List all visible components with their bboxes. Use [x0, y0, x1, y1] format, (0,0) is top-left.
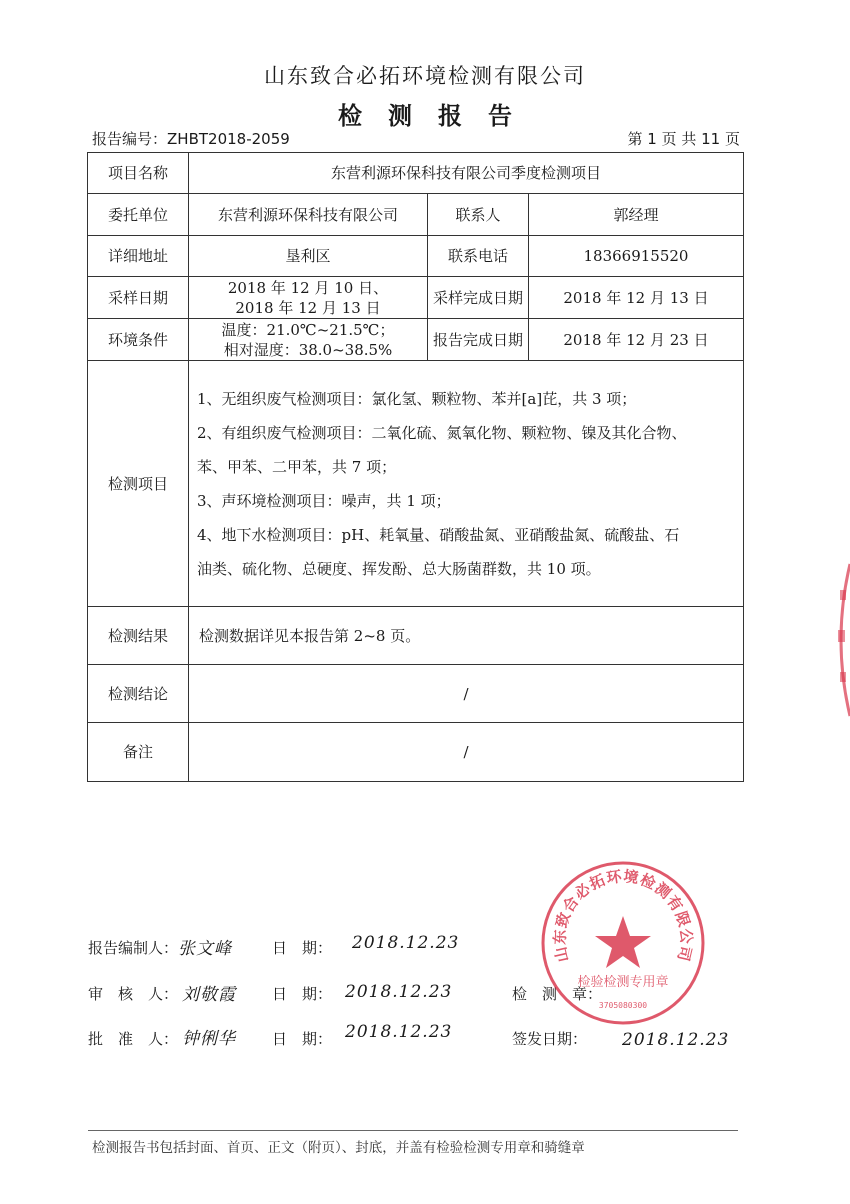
report-done-value: 2018 年 12 月 23 日 [529, 319, 744, 361]
items-label: 检测项目 [88, 361, 189, 607]
issue-date: 2018.12.23 [622, 1030, 730, 1050]
sampling-date-line2: 2018 年 12 月 13 日 [235, 298, 381, 317]
stamp-number: 3705080300 [598, 1001, 648, 1010]
company-name: 山东致合必拓环境检测有限公司 [264, 64, 586, 88]
approver-date-label: 日 期： [272, 1030, 333, 1048]
footer-divider [88, 1130, 738, 1131]
sampling-done-value: 2018 年 12 月 13 日 [529, 277, 744, 319]
approver-signature: 钟俐华 [182, 1029, 236, 1049]
compiler-signature: 张文峰 [178, 939, 232, 959]
project-name-value: 东营利源环保科技有限公司季度检测项目 [189, 153, 744, 194]
contact-label: 联系人 [428, 194, 529, 236]
items-line: 苯、甲苯、二甲苯，共 7 项； [197, 457, 397, 476]
star-icon [595, 916, 651, 968]
client-value: 东营利源环保科技有限公司 [189, 194, 428, 236]
address-label: 详细地址 [88, 236, 189, 277]
approver-label: 批 准 人： [88, 1030, 179, 1048]
contact-value: 郭经理 [529, 194, 744, 236]
report-title: 检测报告 [338, 102, 538, 130]
reviewer-date-label: 日 期： [272, 985, 333, 1003]
sampling-date-label: 采样日期 [88, 277, 189, 319]
remarks-value: / [189, 723, 744, 782]
result-label: 检测结果 [88, 607, 189, 665]
phone-label: 联系电话 [428, 236, 529, 277]
items-line: 油类、硫化物、总硬度、挥发酚、总大肠菌群数，共 10 项。 [197, 559, 601, 578]
reviewer-label: 审 核 人： [88, 985, 179, 1003]
reviewer-date: 2018.12.23 [345, 982, 453, 1002]
report-number-value: ZHBT2018-2059 [167, 130, 290, 148]
items-line: 4、地下水检测项目：pH、耗氧量、硝酸盐氮、亚硝酸盐氮、硫酸盐、石 [197, 525, 680, 544]
items-line: 1、无组织废气检测项目：氯化氢、颗粒物、苯并[a]芘，共 3 项； [197, 389, 637, 408]
report-done-label: 报告完成日期 [428, 319, 529, 361]
conclusion-value: / [189, 665, 744, 723]
environment-line2: 相对湿度：38.0~38.5% [223, 340, 393, 359]
sampling-date-line1: 2018 年 12 月 10 日、 [227, 278, 389, 297]
items-line: 2、有组织废气检测项目：二氧化硫、氮氧化物、颗粒物、镍及其化合物、 [197, 423, 687, 442]
environment-label: 环境条件 [88, 319, 189, 361]
seam-stamp-fragment [828, 560, 850, 720]
reviewer-signature: 刘敬霞 [182, 985, 236, 1005]
client-label: 委托单位 [88, 194, 189, 236]
compiler-date: 2018.12.23 [352, 933, 460, 953]
footer-note: 检测报告书包括封面、首页、正文（附页）、封底，并盖有检验检测专用章和骑缝章 [92, 1140, 585, 1156]
project-name-label: 项目名称 [88, 153, 189, 194]
items-line: 3、声环境检测项目：噪声，共 1 项； [197, 491, 451, 510]
remarks-label: 备注 [88, 723, 189, 782]
result-value: 检测数据详见本报告第 2~8 页。 [189, 607, 744, 665]
page-info: 第 1 页 共 11 页 [627, 130, 740, 148]
phone-value: 18366915520 [529, 236, 744, 277]
compiler-date-label: 日 期： [272, 939, 333, 957]
conclusion-label: 检测结论 [88, 665, 189, 723]
issue-date-label: 签发日期： [512, 1030, 588, 1048]
inspection-seal-label: 检 测 章： [512, 985, 603, 1003]
environment-line1: 温度：21.0℃~21.5℃； [221, 320, 395, 339]
compiler-label: 报告编制人： [88, 939, 179, 957]
stamp-outer-text: 山东致合必拓环境检测有限公司 [550, 867, 696, 964]
address-value: 垦利区 [189, 236, 428, 277]
sampling-done-label: 采样完成日期 [428, 277, 529, 319]
stamp-inner-text: 检验检测专用章 [577, 975, 669, 990]
report-number-label: 报告编号： [92, 130, 168, 148]
approver-date: 2018.12.23 [345, 1022, 453, 1042]
inspection-seal-stamp [538, 858, 708, 1028]
